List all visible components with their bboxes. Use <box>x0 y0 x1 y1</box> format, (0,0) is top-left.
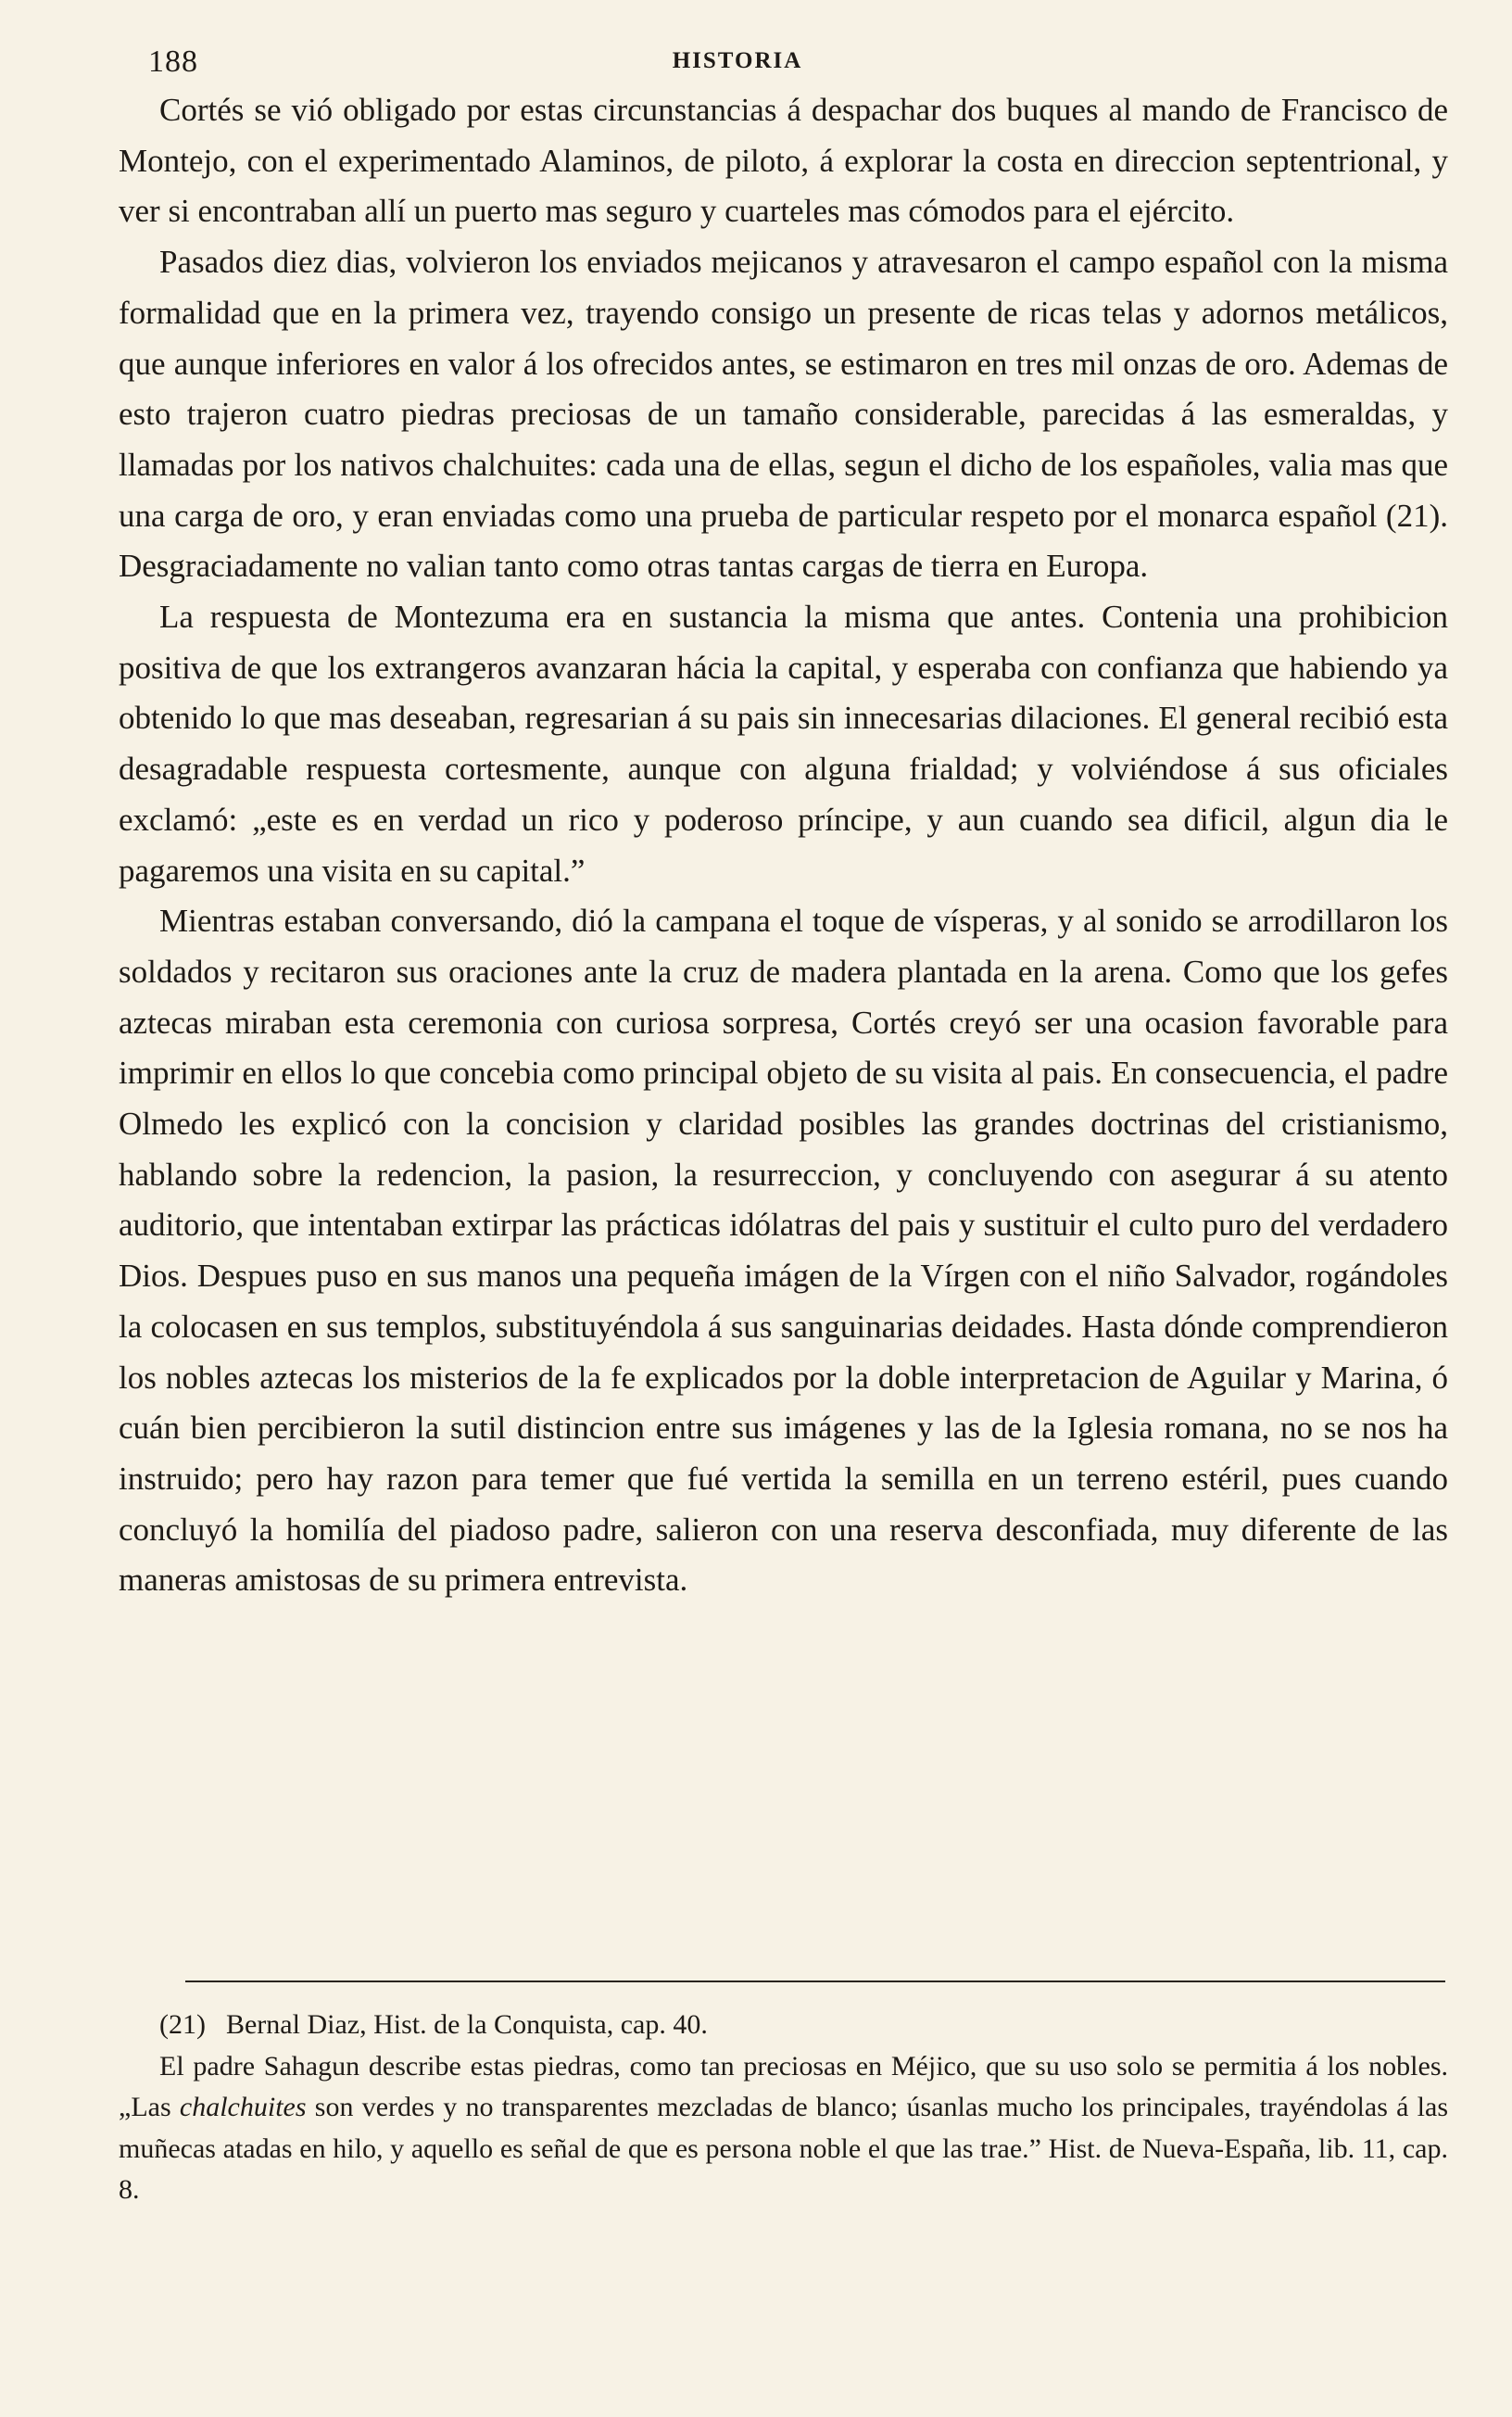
footnote-marker: (21) <box>159 2009 206 2040</box>
footnote-citation: Bernal Diaz, Hist. de la Conquista, cap. 40. <box>225 2009 708 2040</box>
running-head <box>148 44 1438 82</box>
footnote-text-after: son verdes y no transparentes mezcladas de blanco; úsanlas mucho los principales, trayéndolas á las muñecas atadas en hilo, y aquello es señal de que es persona noble el que las trae.” Hist. de Nueva-España, lib. 11, cap. 8. <box>119 2092 1448 2205</box>
body-text <box>119 85 1448 1606</box>
paragraph-4: Mientras estaban conversando, dió la campana el toque de vísperas, y al sonido se arrodillaron los soldados y recitaron sus oraciones ante la cruz de madera plantada en la arena. Como que los gefes aztecas miraban esta ceremonia con curiosa sorpresa, Cortés creyó ser una ocasion favorable para imprimir en ellos lo que concebia como principal objeto de su visita al pais. En consecuencia, el padre Olmedo les explicó con la concision y claridad posibles las grandes doctrinas del cristianismo, hablando sobre la redencion, la pasion, la resurreccion, y concluyendo con asegurar á su atento auditorio, que intentaban extirpar las prácticas idólatras del pais y sustituir el culto puro del verdadero Dios. Despues puso en sus manos una pequeña imágen de la Vírgen con el niño Salvador, rogándoles la colocasen en sus templos, substituyéndola á sus sanguinarias deidades. Hasta dónde comprendieron los nobles aztecas los misterios de la fe explicados por la doble interpretacion de Aguilar y Marina, ó cuán bien percibieron la sutil distincion entre sus imágenes y las de la Iglesia romana, no se nos ha instruido; pero hay razon para temer que fué vertida la semilla en un terreno estéril, pues cuando concluyó la homilía del piadoso padre, salieron con una reserva desconfiada, muy diferente de las maneras amistosas de su primera entrevista. <box>119 903 1448 1599</box>
footnote-text <box>119 2046 1448 2211</box>
footnote-reference <box>119 2005 1448 2046</box>
paragraph-3: La respuesta de Montezuma era en sustancia la misma que antes. Contenia una prohibicion positiva de que los extrangeros avanzaran hácia la capital, y esperaba con confianza que habiendo ya obtenido lo que mas deseaban, regresarian á su pais sin innecesarias dilaciones. El general recibió esta desagradable respuesta cortesmente, aunque con alguna frialdad; y volviéndose á sus oficiales exclamó: „este es en verdad un rico y poderoso príncipe, y aun cuando sea dificil, algun dia le pagaremos una visita en su capital.” <box>119 599 1448 889</box>
paragraph-1: Cortés se vió obligado por estas circunstancias á despachar dos buques al mando de Francisco de Montejo, con el experimentado Alaminos, de piloto, á explorar la costa en direccion septentrional, y ver si encontraban allí un puerto mas seguro y cuarteles mas cómodos para el ejército. <box>119 92 1448 230</box>
footnote-divider <box>185 1980 1445 1982</box>
page-number: 188 <box>148 44 198 79</box>
footnote-text-before: El padre Sahagun describe estas piedras, como tan preciosas en Méjico, que su uso solo se permitia á los nobles. „Las <box>119 2050 1448 2122</box>
paragraph-2: Pasados diez dias, volvieron los enviados mejicanos y atravesaron el campo español con la misma formalidad que en la primera vez, trayendo consigo un presente de ricas telas y adornos metálicos, que aunque inferiores en valor á los ofrecidos antes, se estimaron en tres mil onzas de oro. Ademas de esto trajeron cuatro piedras preciosas de un tamaño considerable, parecidas á las esmeraldas, y llamadas por los nativos chalchuites: cada una de ellas, segun el dicho de los españoles, valia mas que una carga de oro, y eran enviadas como una prueba de particular respeto por el monarca español (21). Desgraciadamente no valian tanto como otras tantas cargas de tierra en Europa. <box>119 244 1448 585</box>
footnotes <box>119 2005 1448 2211</box>
running-title: HISTORIA <box>672 48 803 73</box>
footnote-italic-term: chalchuites <box>179 2092 307 2122</box>
